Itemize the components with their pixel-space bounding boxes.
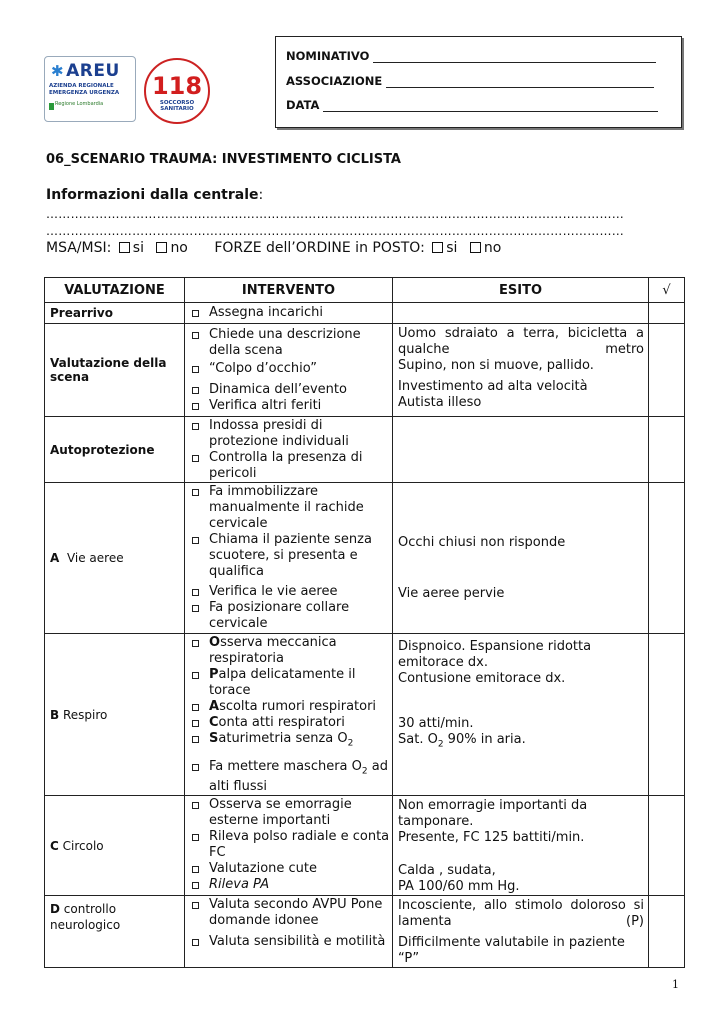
118-logo [144,58,210,124]
header-check: √ [649,278,685,303]
table-row [45,634,685,796]
interventi-cell [185,324,393,417]
interventi-cell [185,483,393,634]
areu-logo-text: AREU [66,61,120,81]
msa-no-label: no [170,240,188,256]
esito-text: Supino, non si muove, pallido. [398,358,594,373]
checkbox-item[interactable]: Valuta sensibilità e motilità [185,934,392,950]
row-label-respiro-text: Respiro [62,707,108,722]
informazioni-label-text: Informazioni dalla centrale [46,187,259,203]
esito-text: Non emorragie importanti da tamponare. [398,798,588,830]
areu-logo-subtitle: AZIENDA REGIONALE EMERGENZA URGENZA [49,83,120,96]
msa-row [46,240,501,256]
row-label-vie-aeree [45,483,185,634]
esito-text: Dispnoico. Espansione ridotta emitorace dx. [398,639,592,670]
row-letter-a: A [50,551,60,565]
informazioni-line-1[interactable]: …………………………………………………………………………………………………………………………… [46,207,625,221]
table-row [45,796,685,896]
page-number: 1 [672,978,679,991]
table-row [45,896,685,968]
forze-no-checkbox[interactable] [470,242,481,253]
checkbox-item[interactable]: Osserva se emorragie esterne importanti [185,797,392,829]
checkbox-item[interactable]: Fa posizionare collare cervicale [185,600,392,632]
esito-text: 30 atti/min. [398,716,474,731]
checkbox-item[interactable]: Valutazione cute [185,861,392,877]
interventi-cell [185,796,393,896]
checkbox-item[interactable]: Ascolta rumori respiratori [185,699,392,715]
checkbox-item[interactable]: Verifica altri feriti [185,398,392,414]
esito-text: Calda , sudata, [398,863,496,879]
checkbox-item[interactable]: Osserva meccanica respiratoria [185,635,392,667]
row-label-neuro [45,896,185,968]
esito-text: Vie aeree pervie [398,586,505,601]
checkbox-item[interactable]: Saturimetria senza $O_2$ [185,731,392,752]
row-letter-d: D [50,902,60,917]
header-esito: ESITO [393,278,649,303]
check-cell[interactable] [649,303,685,324]
nominativo-label: NOMINATIVO [286,49,370,63]
esito-cell[interactable] [393,303,649,324]
check-cell[interactable] [649,417,685,483]
esito-cell[interactable] [393,417,649,483]
participant-info-box [275,36,682,128]
data-field [286,98,658,112]
row-label-neuro-text: controllo neurologico [50,902,121,933]
regione-lombardia-icon [49,103,54,110]
checkbox-item[interactable]: Rileva PA [185,877,392,893]
118-logo-text: SOCCORSO SANITARIO [159,100,195,112]
header-valutazione: VALUTAZIONE [45,278,185,303]
associazione-field [286,74,654,88]
esito-text: Difficilmente valutabile in paziente “P” [398,935,625,967]
nominativo-field [286,49,656,63]
esito-cell [393,634,649,796]
scenario-title: 06_SCENARIO TRAUMA: INVESTIMENTO CICLISTA [46,152,401,167]
msa-label: MSA/MSI: [46,240,112,256]
table-row [45,324,685,417]
esito-text: Uomo sdraiato a terra, bicicletta a qualche metro [398,326,644,357]
checkbox-item[interactable]: Valuta secondo AVPU Pone domande idonee [185,897,392,929]
check-cell[interactable] [649,896,685,968]
forze-label: FORZE dell’ORDINE in POSTO: [214,240,425,256]
row-label-respiro [45,634,185,796]
row-label-circolo [45,796,185,896]
checkbox-item[interactable]: Fa immobilizzare manualmente il rachide cervicale [185,484,392,532]
checkbox-item[interactable]: Dinamica dell’evento [185,382,392,398]
table-row [45,483,685,634]
informazioni-label [46,187,263,203]
row-label-scena: Valutazione della scena [45,324,185,417]
msa-si-label: si [132,240,144,256]
esito-text: Presente, FC 125 battiti/min. [398,830,585,846]
msa-no-checkbox[interactable] [156,242,167,253]
esito-cell [393,324,649,417]
esito-text: PA 100/60 mm Hg. [398,879,520,895]
interventi-cell [185,417,393,483]
logos [44,56,214,126]
data-label: DATA [286,98,320,112]
row-label-prearrivo: Prearrivo [45,303,185,324]
esito-text: Autista illeso [398,395,482,410]
118-logo-number: 118 [151,72,203,100]
checkbox-item[interactable]: Fa mettere maschera $O_2$ ad alti flussi [185,759,392,796]
check-cell[interactable] [649,483,685,634]
checkbox-item[interactable]: Chiama il paziente senza scuotere, si presenta e qualifica [185,532,392,580]
checkbox-item[interactable]: Conta atti respiratori [185,715,392,731]
esito-text: Contusione emitorace dx. [398,671,566,686]
msa-si-checkbox[interactable] [119,242,130,253]
informazioni-colon: : [258,187,264,203]
table-header-row [45,278,685,303]
interventi-cell [185,896,393,968]
areu-logo [44,56,136,122]
esito-cell [393,483,649,634]
checkbox-item[interactable]: Rileva polso radiale e conta FC [185,829,392,861]
associazione-label: ASSOCIAZIONE [286,74,383,88]
esito-text: Occhi chiusi non risponde [398,535,566,550]
forze-no-label: no [483,240,502,256]
esito-text: Sat. $O_2$ 90% in aria. [398,732,526,750]
row-letter-b: B [50,707,60,722]
data-line[interactable] [323,99,658,112]
associazione-line[interactable] [386,75,654,88]
checkbox-item[interactable]: Palpa delicatamente il torace [185,667,392,699]
checkbox-item[interactable]: Indossa presidi di protezione individuali [185,418,392,450]
checkbox-item[interactable]: Chiede una descrizione della scena [185,327,392,359]
table-row [45,417,685,483]
regione-lombardia-text: Regione Lombardia [55,101,104,107]
interventi-cell [185,634,393,796]
esito-cell [393,896,649,968]
checkbox-item[interactable]: Verifica le vie aeree [185,584,392,600]
esito-text: Investimento ad alta velocità [398,379,588,394]
checkbox-item[interactable]: Controlla la presenza di pericoli [185,450,392,482]
table-row [45,303,685,324]
forze-si-checkbox[interactable] [432,242,443,253]
check-cell[interactable] [649,324,685,417]
star-of-life-icon: ✱ [51,62,65,80]
checkbox-item[interactable]: Assegna incarichi [185,305,392,321]
informazioni-line-2[interactable]: …………………………………………………………………………………………………………………………… [46,224,625,238]
esito-text: Incosciente, allo stimolo doloroso si lamenta (P) [398,898,644,930]
check-cell[interactable] [649,634,685,796]
row-label-circolo-text: Circolo [62,838,104,853]
interventi-cell [185,303,393,324]
row-label-vie-aeree-text: Vie aeree [66,551,124,565]
check-cell[interactable] [649,796,685,896]
nominativo-line[interactable] [373,50,656,63]
checkbox-item[interactable]: “Colpo d’occhio” [185,361,392,377]
esito-cell [393,796,649,896]
evaluation-table [44,277,685,968]
header-intervento: INTERVENTO [185,278,393,303]
forze-si-label: si [446,240,458,256]
row-label-autoprotezione: Autoprotezione [45,417,185,483]
row-letter-c: C [50,838,59,853]
